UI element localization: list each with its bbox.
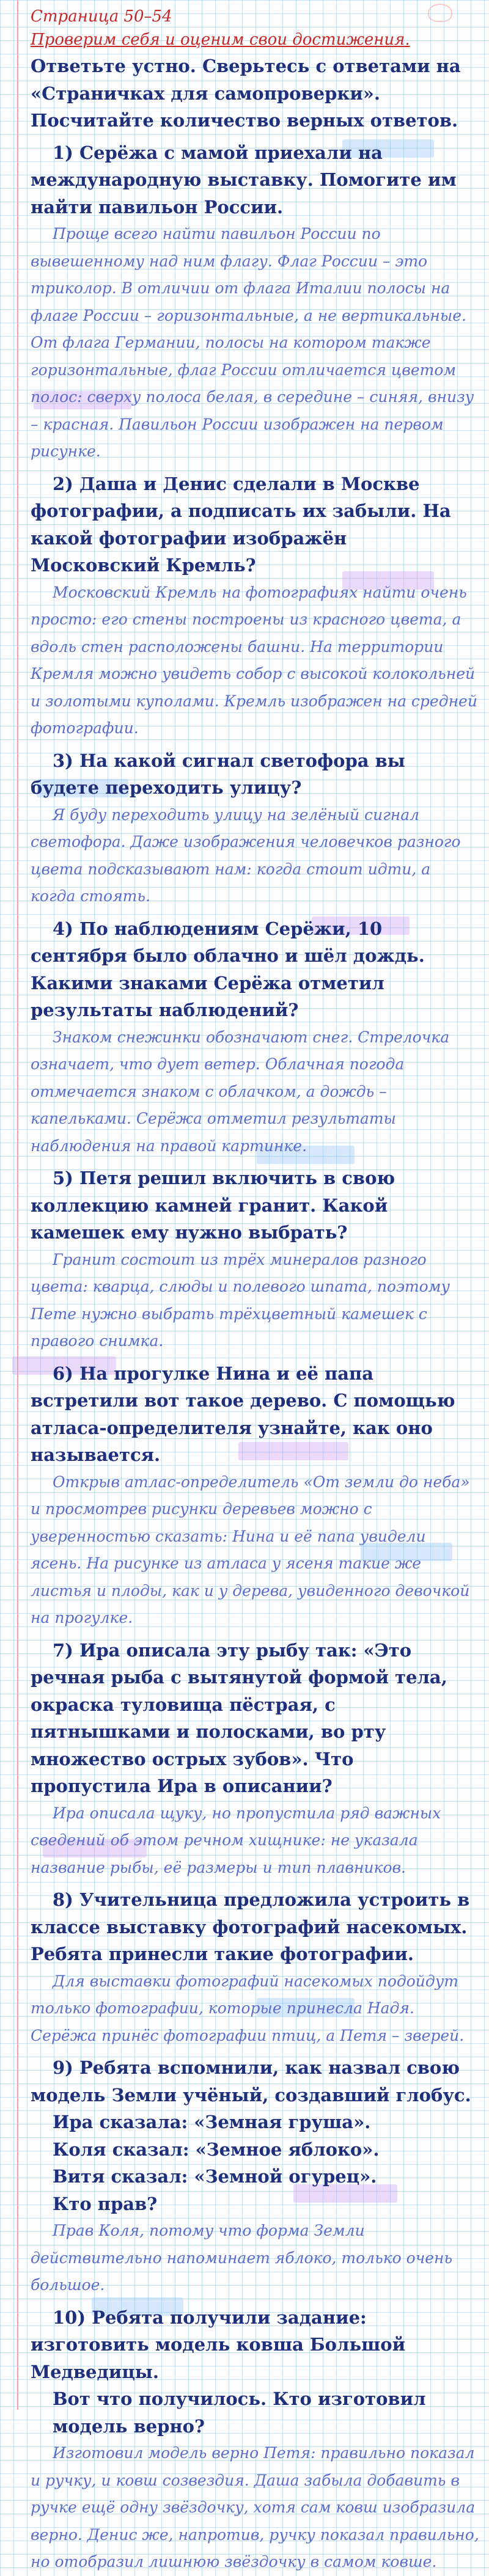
task-6 xyxy=(31,1360,480,1632)
task-7 xyxy=(31,1637,480,1882)
task-question: 8) Учительница предложила устроить в классе выставку фотографий насекомых. Ребята принесли такие фотографии. xyxy=(31,1889,470,1964)
task-8 xyxy=(31,1886,480,2049)
task-4 xyxy=(31,915,480,1160)
task-question: 7) Ира описала эту рыбу так: «Это речная рыба с вытянутой формой тела, окраска туловища пёстрая, с пятнышками и полосками, во рту множество острых зубов». Что пропустила Ира в описании? xyxy=(31,1639,447,1796)
task-answer: Открыв атлас-определитель «От земли до неба» и просмотрев рисунки деревьев можно с уверенностью сказать: Нина и её папа увидели ясень. На рисунке из атласа у ясеня такие же листья и плоды, как и у дерева, увиденного девочкой на прогулке. xyxy=(31,1473,470,1626)
task-answer: Знаком снежинки обозначают снег. Стрелочка означает, что дует ветер. Облачная погода отмечается знаком с облачком, а дождь – капельками. Серёжа отметил результаты наблюдения на правой картинке. xyxy=(31,1028,450,1155)
intro-instructions: Ответьте устно. Сверьтесь с ответами на «Страничках для самопроверки». Посчитайте количество верных ответов. xyxy=(31,56,461,131)
task-answer: Проще всего найти павильон России по вывешенному над ним флагу. Флаг России – это триколор. В отличии от флага Италии полосы на флаге России – горизонтальные, а не вертикальные. От флага Германии, полосы на котором также горизонтальные, флаг России отличается цветом полос: сверху полоса белая, в середине – синяя, внизу – красная. Павильон России изображен на первом рисунке. xyxy=(31,225,474,460)
task-question: 10) Ребята получили задание: изготовить модель ковша Большой Медведицы. xyxy=(31,2307,406,2382)
task-answer: Московский Кремль на фотографиях найти очень просто: его стены построены из красного цвета, а вдоль стен расположены башни. На территории Кремля можно увидеть собор с высокой колокольней и золотыми куполами. Кремль изображен на средней фотографии. xyxy=(31,583,477,737)
task-answer: Я буду переходить улицу на зелёный сигнал светофора. Даже изображения человечков разного цвета подсказывают нам: когда стоит идти, а когда стоять. xyxy=(31,805,461,905)
page-range: Страница 50–54 xyxy=(31,7,172,26)
task-question: 9) Ребята вспомнили, как назвал свою модель Земли учёный, создавший глобус. xyxy=(31,2057,471,2106)
task-5 xyxy=(31,1165,480,1355)
task-2 xyxy=(31,470,480,742)
notebook-page xyxy=(31,5,480,2576)
task-line: Витя сказал: «Земной огурец». xyxy=(53,2166,377,2187)
task-answer: Изготовил модель верно Петя: правильно показал и ручку, и ковш созвездия. Даша забыла добавить в ручке ещё одну звёздочку, хотя сам ковш изобразила верно. Денис же, напротив, ручку показал правильно, но отобразил лишнюю звёздочку в самом ковше. xyxy=(31,2444,479,2571)
task-question: 5) Петя решил включить в свою коллекцию камней гранит. Какой камешек ему нужно выбрать? xyxy=(31,1168,395,1243)
task-line: Коля сказал: «Земное яблоко». xyxy=(53,2139,380,2160)
task-10 xyxy=(31,2304,480,2576)
task-line: Кто прав? xyxy=(53,2193,158,2214)
task-answer: Ира описала щуку, но пропустила ряд важных сведений об этом речном хищнике: не указала название рыбы, её размеры и тип плавников. xyxy=(31,1804,441,1876)
task-9 xyxy=(31,2054,480,2299)
task-question: 1) Серёжа с мамой приехали на международную выставку. Помогите им найти павильон России. xyxy=(31,142,457,218)
task-question: 3) На какой сигнал светофора вы будете переходить улицу? xyxy=(31,750,405,798)
task-answer: Для выставки фотографий насекомых подойдут только фотографии, которые принесла Надя. Серёжа принёс фотографии птиц, а Петя – зверей. xyxy=(31,1972,465,2044)
page-subtitle: Проверим себя и оценим свои достижения. xyxy=(31,31,410,49)
task-question: 6) На прогулке Нина и её папа встретили вот такое дерево. С помощью атласа-определителя узнайте, как оно называется. xyxy=(31,1363,455,1465)
task-1 xyxy=(31,139,480,466)
task-line: Вот что получилось. Кто изготовил модель верно? xyxy=(53,2388,426,2437)
task-3 xyxy=(31,747,480,910)
task-answer: Прав Коля, потому что форма Земли действительно напоминает яблоко, только очень большое. xyxy=(31,2222,453,2294)
task-question: 4) По наблюдениям Серёжи, 10 сентября было облачно и шёл дождь. Какими знаками Серёжа отметил результаты наблюдений? xyxy=(31,918,425,1020)
task-line: Ира сказала: «Земная груша». xyxy=(53,2112,371,2132)
task-answer: Гранит состоит из трёх минералов разного цвета: кварца, слюды и полевого шпата, поэтому Пете нужно выбрать трёхцветный камешек с правого снимка. xyxy=(31,1250,450,1350)
page-header xyxy=(31,5,480,51)
notebook-margin-line xyxy=(17,0,18,2410)
task-question: 2) Даша и Денис сделали в Москве фотографии, а подписать их забыли. На какой фотографии изображён Московский Кремль? xyxy=(31,473,451,576)
